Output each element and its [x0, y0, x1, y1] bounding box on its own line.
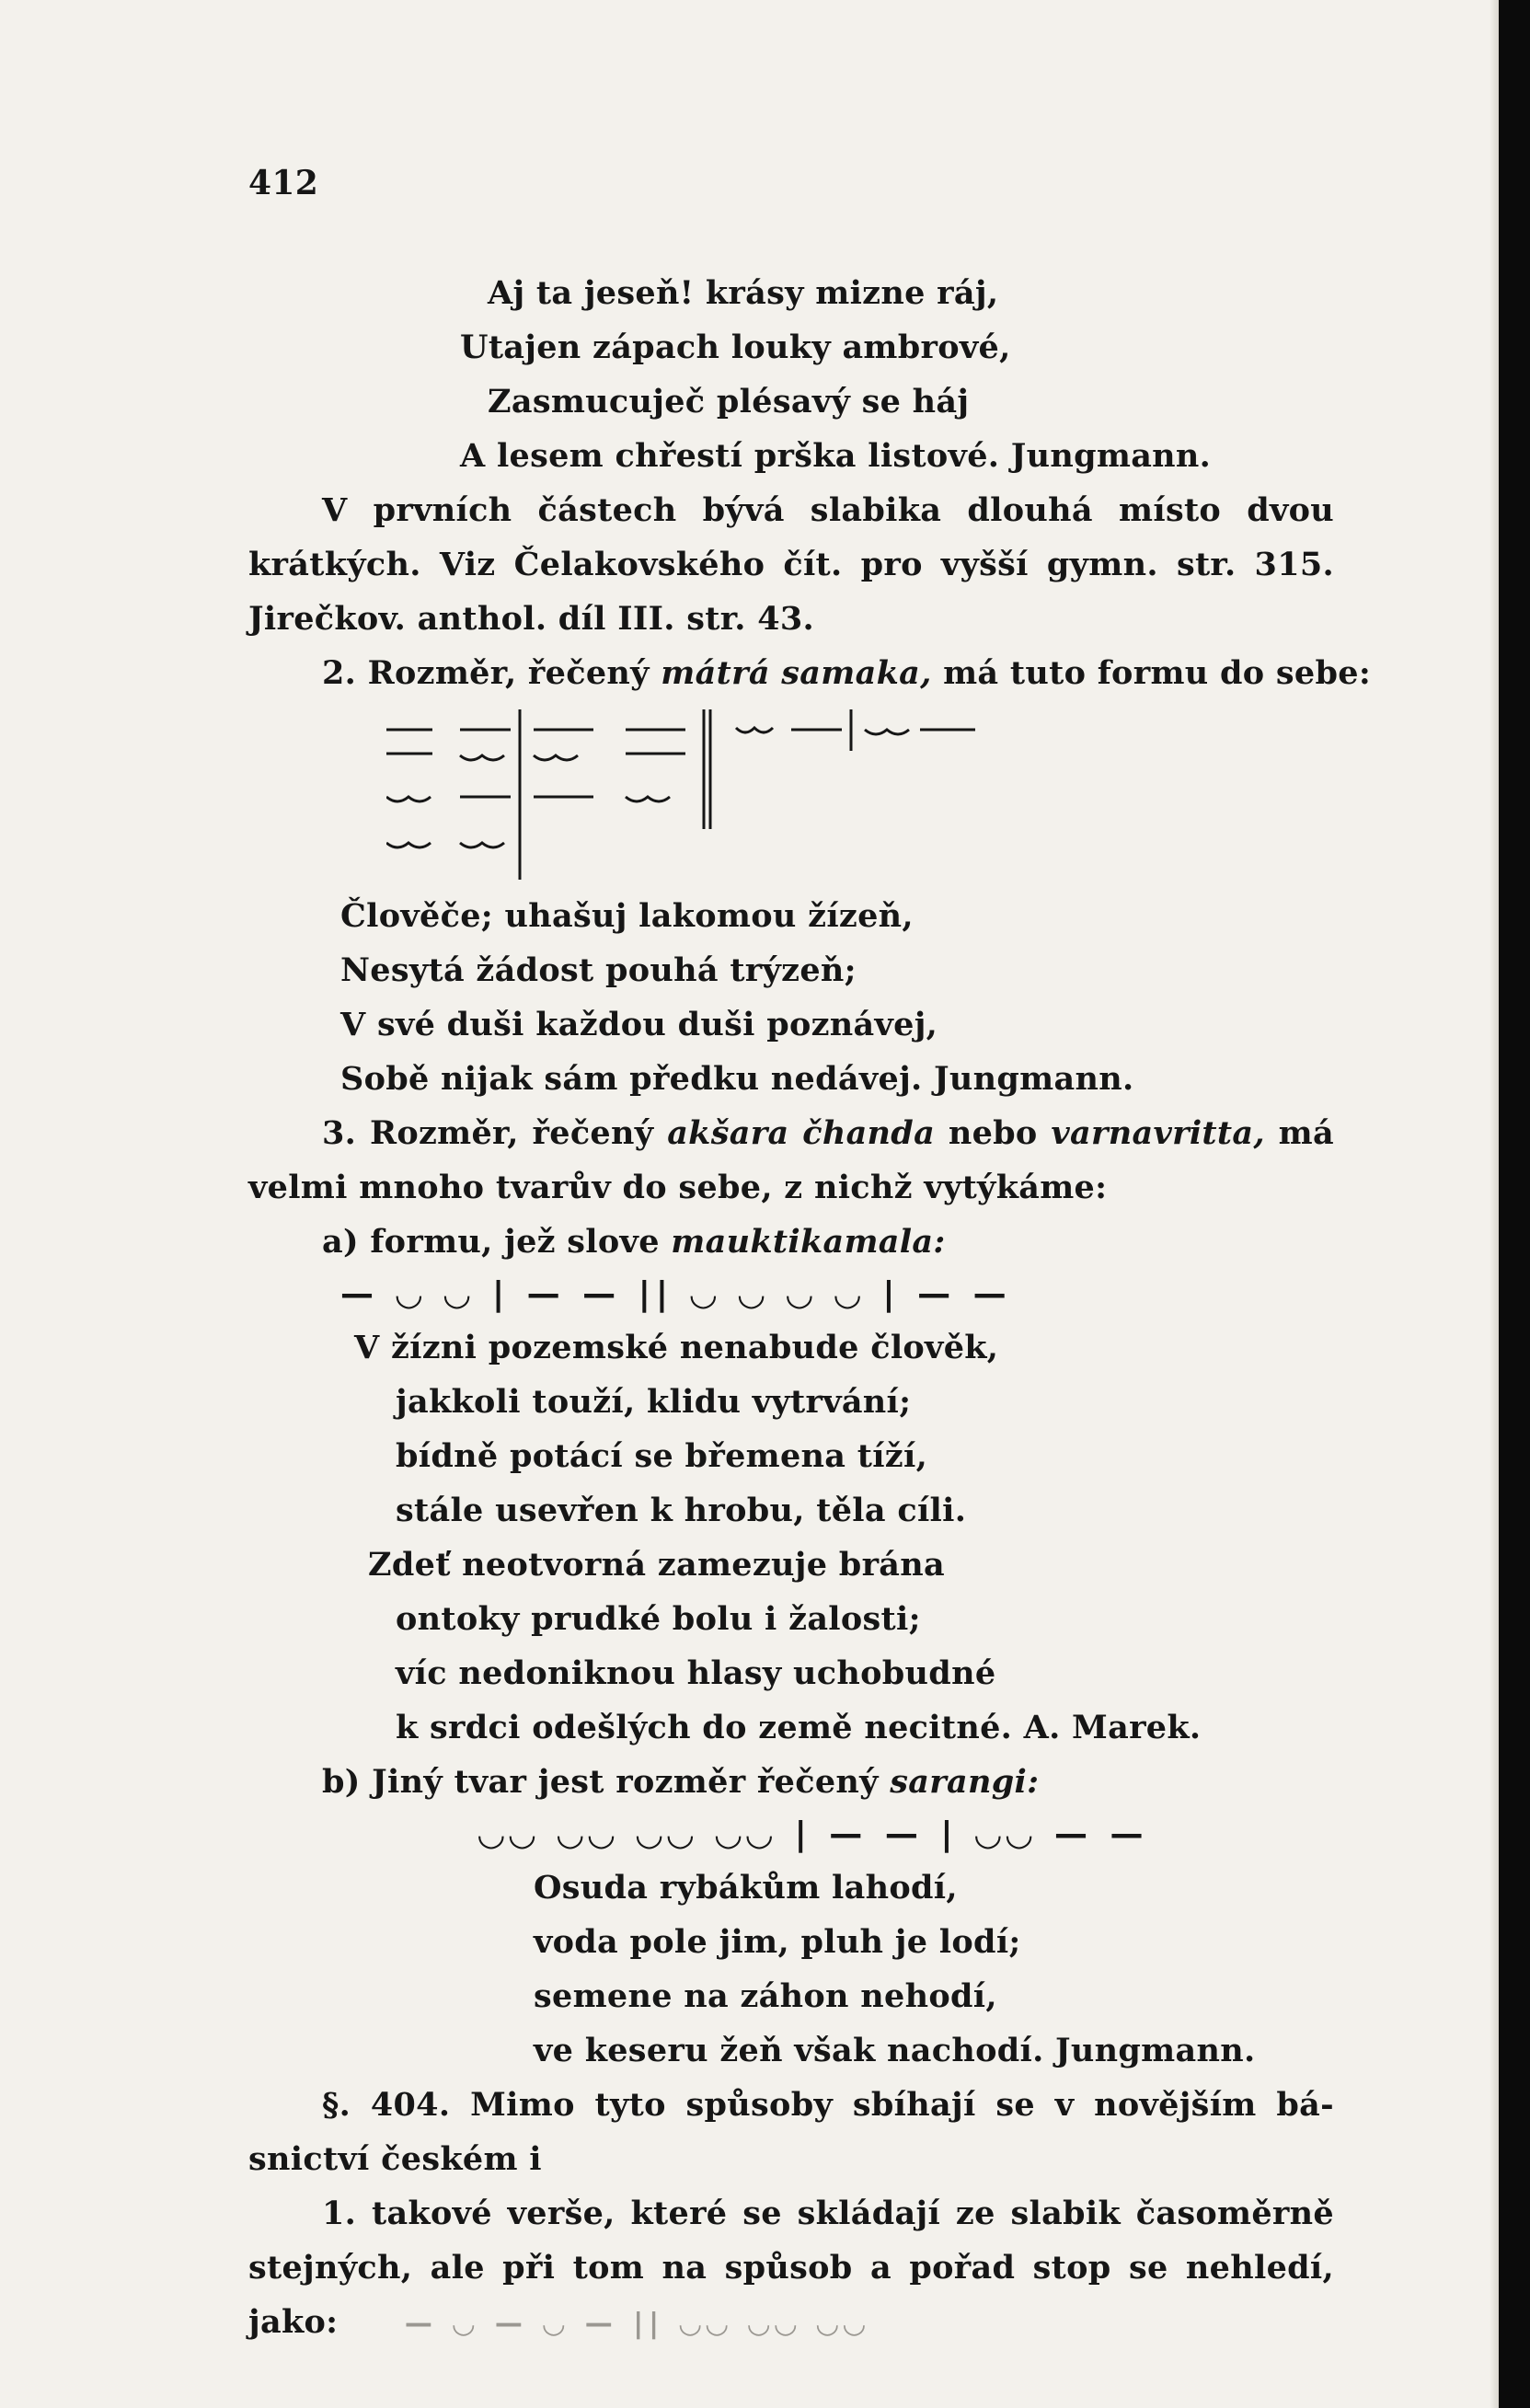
verse-line: Aj ta jeseň! krásy mizne ráj, [488, 274, 999, 312]
text: nebo [948, 1114, 1038, 1152]
verse-line: Utajen zápach louky ambrové, [460, 328, 1011, 366]
verse-line: V žízni pozemské nenabude člověk, [354, 1329, 999, 1366]
term: mauktikamala: [671, 1223, 946, 1261]
item-a [248, 1215, 1334, 1269]
verse-line: ontoky prudké bolu i žalosti; [396, 1600, 921, 1638]
verse-line: Sobě nijak sám předku nedávej. Jungmann. [340, 1060, 1134, 1098]
verse-line: Nesytá žádost pouhá trýzeň; [340, 951, 857, 989]
section-3-heading [248, 1106, 1334, 1160]
verse-line: voda pole jim, pluh je lodí; [534, 1923, 1021, 1961]
text-line [248, 2295, 1334, 2350]
text: Rozměr, řečený [367, 654, 650, 692]
meter-scheme-end: — ◡ — ◡ — || ◡◡ ◡◡ ◡◡ [404, 2308, 870, 2340]
text-line: V prvních částech bývá slabika dlouhá místo dvou [322, 491, 1334, 529]
text-line: §. 404. Mimo tyto spůsoby sbíhají se v novějším bá- [322, 2086, 1334, 2124]
meter-scheme-diagram [386, 709, 1214, 880]
text-line: krátkých. Viz Čelakovského čít. pro vyšší gymn. str. 315. [248, 546, 1334, 583]
text-line: 1. takové verše, které se skládají ze slabik časoměrně [322, 2195, 1334, 2232]
book-page [248, 156, 1372, 2350]
verse-line: Zdeť neotvorná zamezuje brána [368, 1546, 946, 1584]
meter-scheme-a: — ◡ ◡ | — — || ◡ ◡ ◡ ◡ | — — [340, 1275, 1012, 1313]
term: mátrá samaka, [661, 654, 932, 692]
term: varnavritta, [1051, 1114, 1265, 1152]
text: jako: [248, 2303, 339, 2341]
section-number: 3. [322, 1114, 357, 1152]
text-line: stejných, ale při tom na spůsob a pořad stop se nehledí, [248, 2249, 1334, 2287]
verse-line: Člověče; uhašuj lakomou žízeň, [340, 897, 914, 935]
item-b [248, 1755, 1334, 1809]
paragraph-parts [248, 483, 1334, 646]
verse-line: k srdci odešlých do země necitné. A. Marek. [396, 1709, 1202, 1746]
section-2-heading [248, 646, 1372, 700]
verse-line: V své duši každou duši poznávej, [340, 1006, 938, 1043]
meter-scheme-b: ◡◡ ◡◡ ◡◡ ◡◡ | — — | ◡◡ — — [478, 1815, 1149, 1853]
page-edge [1499, 0, 1530, 2408]
term: akšara čhanda [667, 1114, 936, 1152]
verse-line: stále usevřen k hrobu, těla cíli. [396, 1492, 967, 1529]
verse-line: víc nedoniknou hlasy uchobudné [396, 1654, 996, 1692]
verse-line: ve keseru žeň však nachodí. Jungmann. [534, 2032, 1256, 2069]
verse-line: A lesem chřestí prška listové. Jungmann. [460, 437, 1212, 475]
verse-line: Osuda rybákům lahodí, [534, 1869, 958, 1907]
paragraph-404 [248, 2078, 1334, 2186]
text-line: velmi mnoho tvarův do sebe, z nichž vytýkáme: [248, 1169, 1108, 1206]
text-line: snictví českém i [248, 2140, 542, 2178]
text: Rozměr, řečený [369, 1114, 654, 1152]
text: má [1278, 1114, 1334, 1152]
section-number: 2. [322, 654, 357, 692]
verse-line: bídně potácí se břemena tíží, [396, 1437, 928, 1475]
text-line: Jirečkov. anthol. díl III. str. 43. [248, 600, 815, 638]
verse-line: Zasmucuječ plésavý se háj [488, 383, 970, 421]
paragraph-1 [248, 2186, 1334, 2350]
verse-line: jakkoli touží, klidu vytrvání; [396, 1383, 912, 1421]
poem-stanza-4 [248, 1861, 1334, 2078]
poem-stanza-2 [248, 889, 1334, 1106]
poem-stanza-3 [248, 1320, 1334, 1755]
text: má tuto formu do sebe: [943, 654, 1372, 692]
page-edge-shadow [1490, 0, 1499, 2408]
item-label: b) Jiný tvar jest rozměr řečený [322, 1763, 879, 1801]
verse-line: semene na záhon nehodí, [534, 1977, 997, 2015]
item-label: a) formu, jež slove [322, 1223, 660, 1261]
poem-stanza-1 [248, 266, 1334, 483]
page-number: 412 [248, 164, 319, 202]
term: sarangi: [890, 1763, 1040, 1801]
meter-scheme-svg [386, 709, 1214, 880]
